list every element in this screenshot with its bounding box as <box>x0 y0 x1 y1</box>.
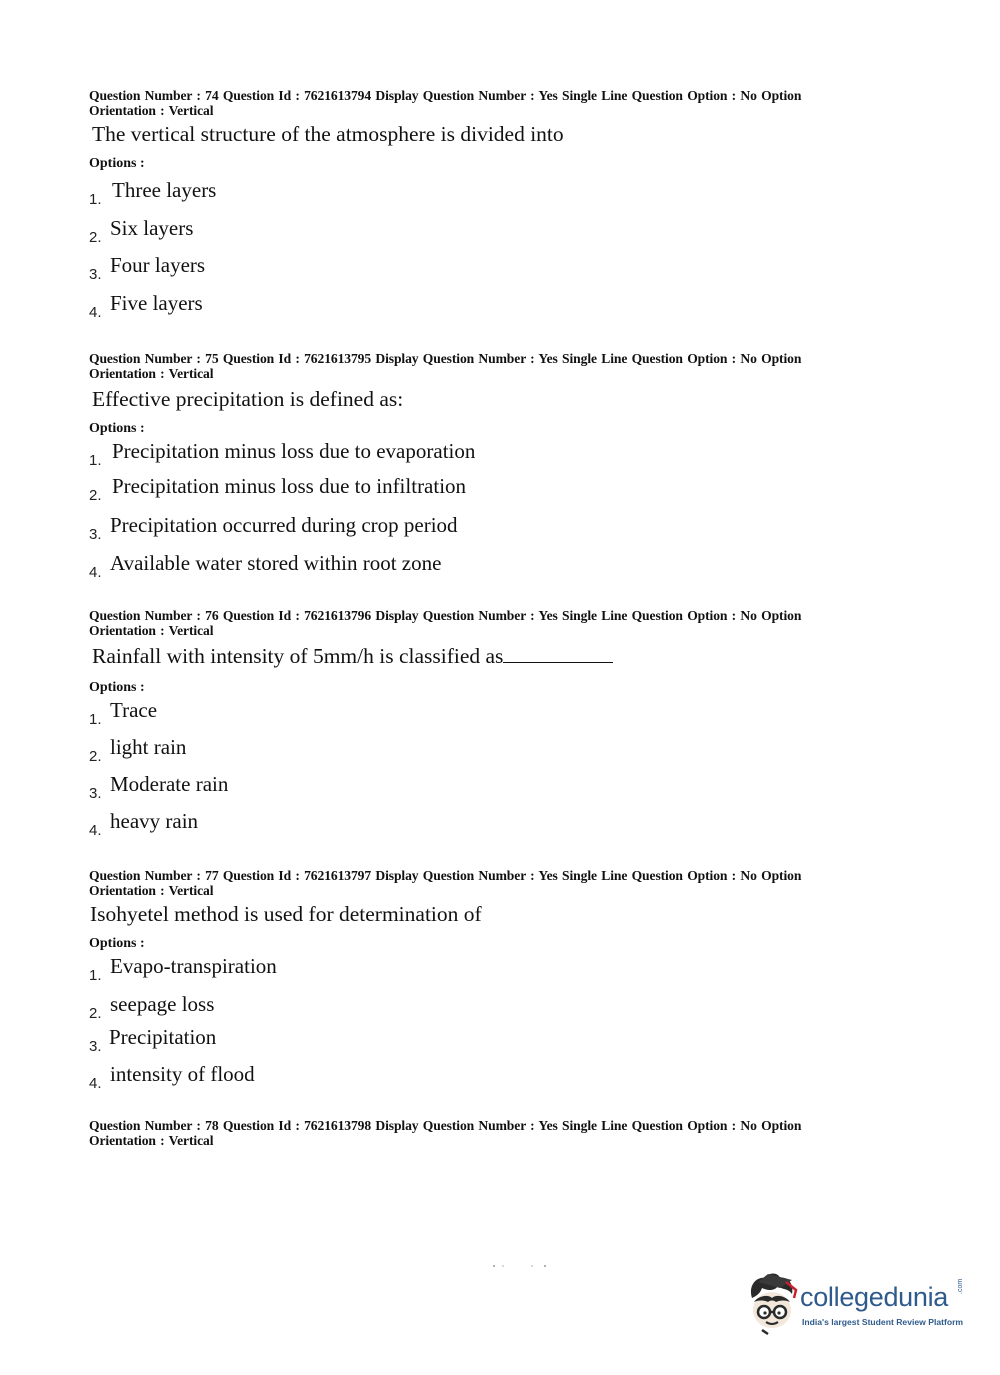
question-74 <box>89 89 889 326</box>
option-number: 3. <box>89 1038 102 1055</box>
option-text: Evapo-transpiration <box>110 954 277 978</box>
option-item <box>89 550 889 586</box>
question-meta-line: Orientation : Vertical <box>89 622 214 638</box>
option-number: 4. <box>89 1075 102 1092</box>
question-text: Isohyetel method is used for determination of <box>90 902 482 926</box>
option-number: 1. <box>89 711 102 728</box>
option-item <box>89 1061 889 1097</box>
question-meta-line: Question Number : 74 Question Id : 7621613794 Display Question Number : Yes Single Line Question Option : No Option <box>89 88 802 103</box>
logo-brand-text: collegedunia <box>800 1282 949 1312</box>
option-text: Precipitation minus loss due to evaporation <box>112 439 476 463</box>
logo-domain-suffix: .com <box>957 1278 964 1294</box>
options-label: Options : <box>89 936 145 951</box>
scan-specks <box>492 1264 552 1268</box>
option-number: 3. <box>89 266 102 283</box>
option-item <box>89 771 889 808</box>
option-item <box>89 512 889 550</box>
question-75 <box>89 352 889 586</box>
option-text: seepage loss <box>110 992 215 1016</box>
question-text: The vertical structure of the atmosphere is divided into <box>92 122 564 146</box>
question-text-body: Rainfall with intensity of 5mm/h is classified as <box>92 644 504 668</box>
answer-blank <box>503 643 613 663</box>
option-item <box>89 991 889 1024</box>
option-text: Precipitation minus loss due to infiltration <box>112 474 467 498</box>
option-number: 2. <box>89 229 102 246</box>
option-number: 2. <box>89 1005 102 1022</box>
option-text: Five layers <box>110 291 203 315</box>
option-item <box>89 953 889 991</box>
question-meta <box>89 609 869 638</box>
option-number: 1. <box>89 967 102 984</box>
options-label: Options : <box>89 421 145 436</box>
question-77 <box>89 869 889 1097</box>
option-item <box>89 697 889 734</box>
collegedunia-logo[interactable] <box>742 1268 972 1338</box>
question-text: Effective precipitation is defined as: <box>92 387 404 411</box>
question-text <box>92 643 889 669</box>
question-meta-line: Orientation : Vertical <box>89 102 214 118</box>
option-number: 1. <box>89 191 102 208</box>
option-text: heavy rain <box>110 809 199 833</box>
option-text: Precipitation <box>109 1025 217 1049</box>
option-text: Trace <box>110 698 158 722</box>
option-item <box>89 438 889 473</box>
option-text: Six layers <box>110 216 194 240</box>
option-number: 2. <box>89 487 102 504</box>
question-meta-line: Orientation : Vertical <box>89 882 214 898</box>
question-meta <box>89 89 869 118</box>
question-meta-line: Question Number : 76 Question Id : 7621613796 Display Question Number : Yes Single Line Question Option : No Option <box>89 608 802 623</box>
question-76 <box>89 609 889 844</box>
option-text: Three layers <box>112 178 217 202</box>
question-meta-line: Orientation : Vertical <box>89 365 214 381</box>
logo-tagline: India's largest Student Review Platform <box>802 1317 964 1327</box>
question-meta <box>89 869 869 898</box>
question-meta <box>89 352 869 381</box>
option-number: 4. <box>89 304 102 321</box>
question-meta-line: Question Number : 77 Question Id : 7621613797 Display Question Number : Yes Single Line Question Option : No Option <box>89 868 802 883</box>
option-number: 3. <box>89 785 102 802</box>
option-text: Four layers <box>110 253 206 277</box>
option-item <box>89 252 889 290</box>
option-number: 3. <box>89 526 102 543</box>
option-text: Available water stored within root zone <box>110 551 442 575</box>
option-item <box>89 734 889 771</box>
option-item <box>89 808 889 844</box>
option-item <box>89 215 889 252</box>
option-text: light rain <box>110 735 187 759</box>
option-text: intensity of flood <box>110 1062 255 1086</box>
student-mascot-icon <box>742 1268 802 1336</box>
option-text: Precipitation occurred during crop period <box>110 513 458 537</box>
question-meta <box>89 1119 869 1148</box>
options-label: Options : <box>89 156 145 171</box>
options-label: Options : <box>89 680 145 695</box>
question-78 <box>89 1119 889 1148</box>
question-meta-line: Orientation : Vertical <box>89 1132 214 1148</box>
option-item <box>89 177 889 215</box>
option-number: 4. <box>89 822 102 839</box>
question-meta-line: Question Number : 78 Question Id : 7621613798 Display Question Number : Yes Single Line Question Option : No Option <box>89 1118 802 1133</box>
option-text: Moderate rain <box>110 772 229 796</box>
option-item <box>89 290 889 326</box>
option-item <box>89 1024 889 1061</box>
question-meta-line: Question Number : 75 Question Id : 7621613795 Display Question Number : Yes Single Line Question Option : No Option <box>89 351 802 366</box>
option-number: 2. <box>89 748 102 765</box>
option-number: 1. <box>89 452 102 469</box>
option-item <box>89 473 889 512</box>
option-number: 4. <box>89 564 102 581</box>
